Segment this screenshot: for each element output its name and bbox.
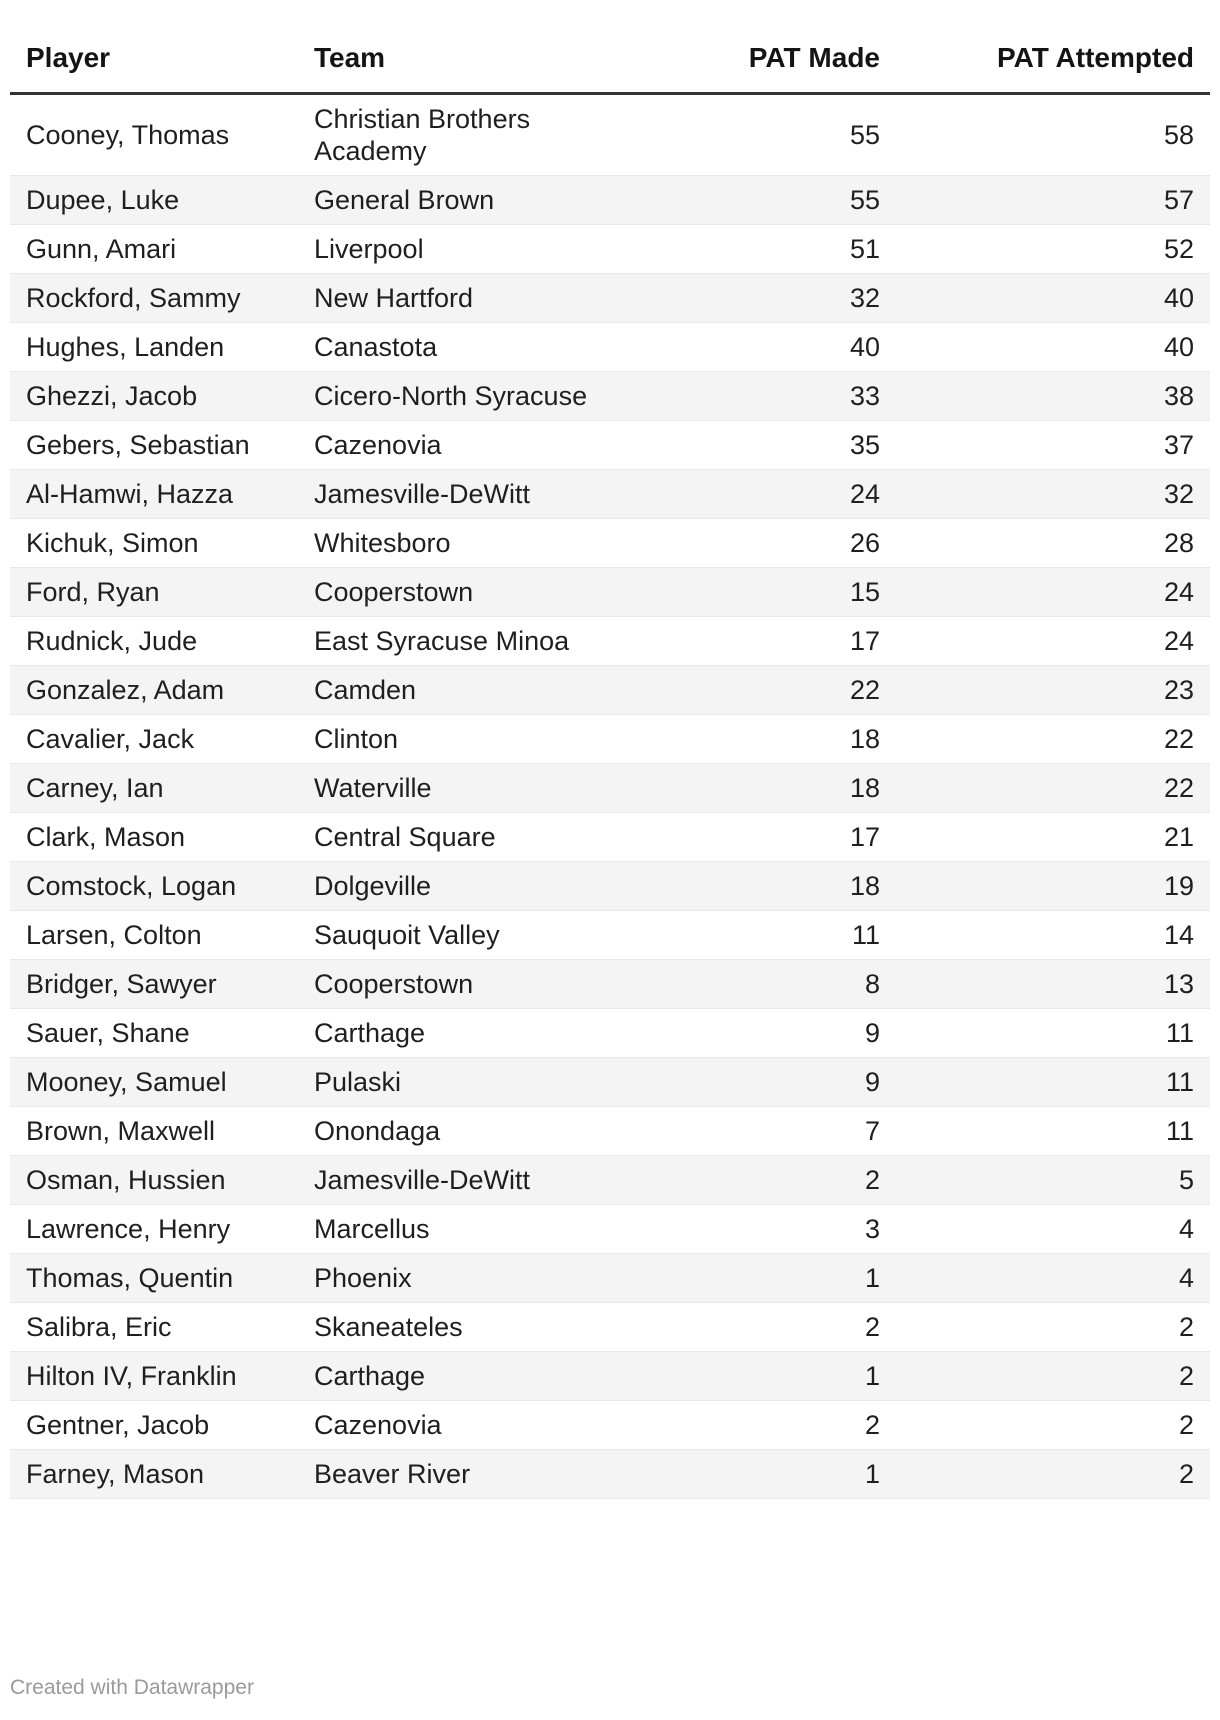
pat-attempted-cell: 11 — [896, 1009, 1210, 1058]
table-row — [10, 1009, 1210, 1058]
player-cell: Carney, Ian — [10, 764, 298, 813]
table-row — [10, 715, 1210, 764]
pat-stats-table — [10, 28, 1210, 1499]
pat-made-cell: 9 — [660, 1058, 896, 1107]
pat-attempted-cell: 32 — [896, 470, 1210, 519]
player-cell: Larsen, Colton — [10, 911, 298, 960]
player-cell: Ghezzi, Jacob — [10, 372, 298, 421]
team-cell: Cazenovia — [298, 421, 660, 470]
team-cell: Beaver River — [298, 1450, 660, 1499]
table-row — [10, 470, 1210, 519]
player-cell: Brown, Maxwell — [10, 1107, 298, 1156]
player-cell: Lawrence, Henry — [10, 1205, 298, 1254]
pat-made-cell: 26 — [660, 519, 896, 568]
pat-attempted-cell: 24 — [896, 568, 1210, 617]
table-row — [10, 176, 1210, 225]
player-cell: Kichuk, Simon — [10, 519, 298, 568]
player-cell: Cooney, Thomas — [10, 94, 298, 176]
pat-attempted-cell: 37 — [896, 421, 1210, 470]
player-cell: Salibra, Eric — [10, 1303, 298, 1352]
table-row — [10, 1107, 1210, 1156]
table-row — [10, 862, 1210, 911]
pat-attempted-cell: 11 — [896, 1107, 1210, 1156]
pat-made-cell: 7 — [660, 1107, 896, 1156]
team-cell: Christian Brothers Academy — [298, 94, 660, 176]
table-row — [10, 764, 1210, 813]
team-cell: Cazenovia — [298, 1401, 660, 1450]
pat-attempted-cell: 40 — [896, 323, 1210, 372]
pat-made-cell: 17 — [660, 813, 896, 862]
team-cell: Cicero-North Syracuse — [298, 372, 660, 421]
team-cell: General Brown — [298, 176, 660, 225]
team-cell: Pulaski — [298, 1058, 660, 1107]
pat-attempted-cell: 4 — [896, 1205, 1210, 1254]
pat-attempted-cell: 57 — [896, 176, 1210, 225]
player-cell: Mooney, Samuel — [10, 1058, 298, 1107]
pat-made-cell: 9 — [660, 1009, 896, 1058]
pat-attempted-cell: 52 — [896, 225, 1210, 274]
pat-attempted-column-header: PAT Attempted — [896, 28, 1210, 94]
player-cell: Bridger, Sawyer — [10, 960, 298, 1009]
pat-made-cell: 17 — [660, 617, 896, 666]
team-cell: Phoenix — [298, 1254, 660, 1303]
player-cell: Gentner, Jacob — [10, 1401, 298, 1450]
pat-attempted-cell: 38 — [896, 372, 1210, 421]
player-cell: Hughes, Landen — [10, 323, 298, 372]
team-cell: Jamesville-DeWitt — [298, 470, 660, 519]
pat-attempted-cell: 58 — [896, 94, 1210, 176]
pat-made-cell: 32 — [660, 274, 896, 323]
pat-attempted-cell: 40 — [896, 274, 1210, 323]
player-column-header: Player — [10, 28, 298, 94]
pat-attempted-cell: 14 — [896, 911, 1210, 960]
player-cell: Sauer, Shane — [10, 1009, 298, 1058]
pat-attempted-cell: 22 — [896, 715, 1210, 764]
table-row — [10, 568, 1210, 617]
pat-made-cell: 2 — [660, 1303, 896, 1352]
team-cell: Camden — [298, 666, 660, 715]
team-cell: East Syracuse Minoa — [298, 617, 660, 666]
pat-attempted-cell: 2 — [896, 1352, 1210, 1401]
table-body — [10, 94, 1210, 1499]
pat-attempted-cell: 24 — [896, 617, 1210, 666]
pat-made-cell: 55 — [660, 176, 896, 225]
player-cell: Osman, Hussien — [10, 1156, 298, 1205]
pat-made-cell: 3 — [660, 1205, 896, 1254]
table-row — [10, 911, 1210, 960]
pat-made-cell: 18 — [660, 764, 896, 813]
player-cell: Gunn, Amari — [10, 225, 298, 274]
team-cell: Clinton — [298, 715, 660, 764]
table-row — [10, 1401, 1210, 1450]
pat-attempted-cell: 2 — [896, 1401, 1210, 1450]
player-cell: Dupee, Luke — [10, 176, 298, 225]
player-cell: Gonzalez, Adam — [10, 666, 298, 715]
pat-attempted-cell: 11 — [896, 1058, 1210, 1107]
pat-attempted-cell: 2 — [896, 1450, 1210, 1499]
team-cell: Jamesville-DeWitt — [298, 1156, 660, 1205]
player-cell: Cavalier, Jack — [10, 715, 298, 764]
pat-made-cell: 2 — [660, 1401, 896, 1450]
pat-made-cell: 24 — [660, 470, 896, 519]
team-cell: Waterville — [298, 764, 660, 813]
player-cell: Farney, Mason — [10, 1450, 298, 1499]
pat-attempted-cell: 22 — [896, 764, 1210, 813]
team-cell: Carthage — [298, 1009, 660, 1058]
pat-made-cell: 55 — [660, 94, 896, 176]
team-cell: Liverpool — [298, 225, 660, 274]
table-row — [10, 666, 1210, 715]
player-cell: Comstock, Logan — [10, 862, 298, 911]
pat-made-cell: 1 — [660, 1254, 896, 1303]
team-cell: Onondaga — [298, 1107, 660, 1156]
pat-made-cell: 51 — [660, 225, 896, 274]
table-row — [10, 274, 1210, 323]
pat-made-cell: 8 — [660, 960, 896, 1009]
table-row — [10, 421, 1210, 470]
pat-attempted-cell: 13 — [896, 960, 1210, 1009]
player-cell: Al-Hamwi, Hazza — [10, 470, 298, 519]
pat-made-cell: 18 — [660, 862, 896, 911]
player-cell: Rudnick, Jude — [10, 617, 298, 666]
table-row — [10, 323, 1210, 372]
table-row — [10, 225, 1210, 274]
team-cell: Whitesboro — [298, 519, 660, 568]
table-row — [10, 1205, 1210, 1254]
pat-made-cell: 1 — [660, 1352, 896, 1401]
player-cell: Clark, Mason — [10, 813, 298, 862]
player-cell: Hilton IV, Franklin — [10, 1352, 298, 1401]
team-cell: Marcellus — [298, 1205, 660, 1254]
table-row — [10, 1254, 1210, 1303]
pat-attempted-cell: 5 — [896, 1156, 1210, 1205]
team-cell: Sauquoit Valley — [298, 911, 660, 960]
pat-made-cell: 11 — [660, 911, 896, 960]
table-row — [10, 1450, 1210, 1499]
table-container — [10, 28, 1210, 1499]
pat-attempted-cell: 19 — [896, 862, 1210, 911]
pat-attempted-cell: 4 — [896, 1254, 1210, 1303]
table-row — [10, 960, 1210, 1009]
player-cell: Rockford, Sammy — [10, 274, 298, 323]
player-cell: Ford, Ryan — [10, 568, 298, 617]
pat-made-cell: 35 — [660, 421, 896, 470]
pat-attempted-cell: 28 — [896, 519, 1210, 568]
team-cell: Central Square — [298, 813, 660, 862]
team-cell: Skaneateles — [298, 1303, 660, 1352]
pat-made-cell: 40 — [660, 323, 896, 372]
pat-attempted-cell: 21 — [896, 813, 1210, 862]
team-cell: New Hartford — [298, 274, 660, 323]
player-cell: Gebers, Sebastian — [10, 421, 298, 470]
table-row — [10, 813, 1210, 862]
team-cell: Carthage — [298, 1352, 660, 1401]
table-header — [10, 28, 1210, 94]
team-cell: Dolgeville — [298, 862, 660, 911]
pat-made-cell: 22 — [660, 666, 896, 715]
pat-attempted-cell: 2 — [896, 1303, 1210, 1352]
table-row — [10, 1303, 1210, 1352]
datawrapper-attribution-link[interactable]: Created with Datawrapper — [10, 1676, 254, 1699]
team-column-header: Team — [298, 28, 660, 94]
pat-made-column-header: PAT Made — [660, 28, 896, 94]
pat-made-cell: 15 — [660, 568, 896, 617]
team-cell: Cooperstown — [298, 568, 660, 617]
pat-attempted-cell: 23 — [896, 666, 1210, 715]
table-row — [10, 94, 1210, 176]
table-row — [10, 617, 1210, 666]
pat-made-cell: 2 — [660, 1156, 896, 1205]
table-row — [10, 1352, 1210, 1401]
table-row — [10, 519, 1210, 568]
team-cell: Cooperstown — [298, 960, 660, 1009]
player-cell: Thomas, Quentin — [10, 1254, 298, 1303]
pat-made-cell: 1 — [660, 1450, 896, 1499]
table-row — [10, 1156, 1210, 1205]
header-row — [10, 28, 1210, 94]
table-row — [10, 372, 1210, 421]
pat-made-cell: 18 — [660, 715, 896, 764]
team-cell: Canastota — [298, 323, 660, 372]
pat-made-cell: 33 — [660, 372, 896, 421]
table-row — [10, 1058, 1210, 1107]
